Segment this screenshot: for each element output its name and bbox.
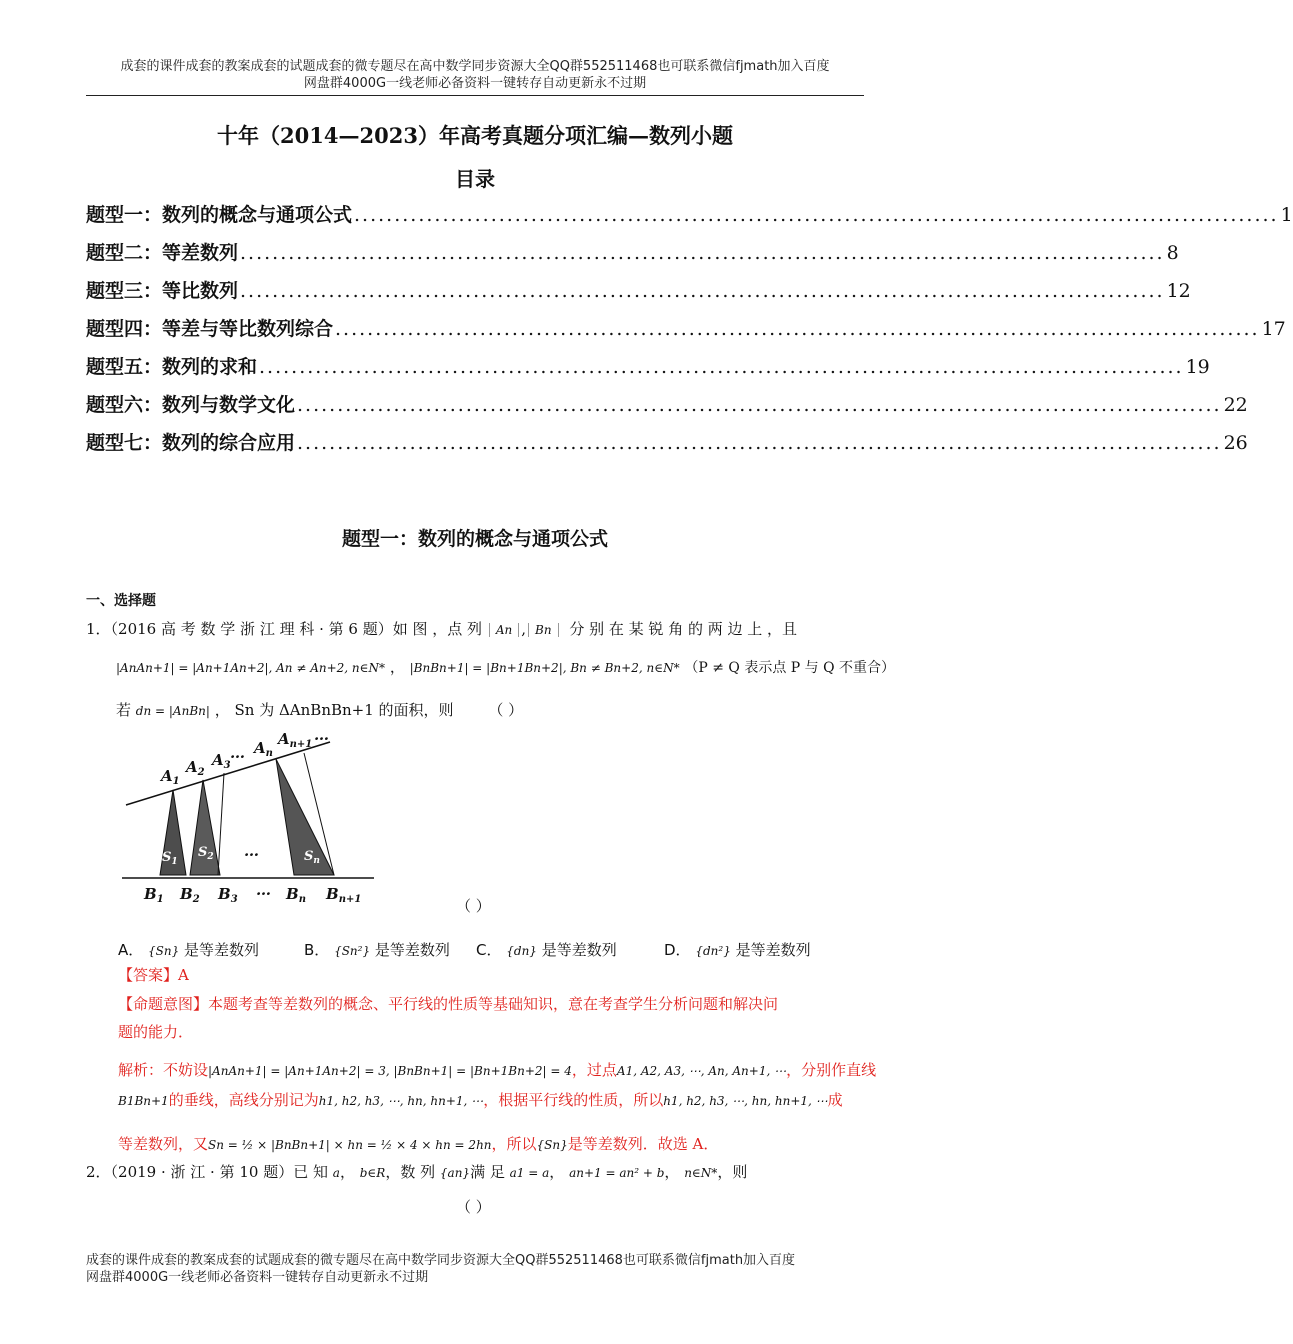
q2-math: b∈R (359, 1166, 386, 1180)
q1-figure (118, 725, 380, 905)
option-math: {dn} (506, 944, 537, 958)
solution-text: 等差数列，又 (118, 1135, 209, 1153)
seq-B-notation: Bn (528, 623, 559, 637)
label-Sn: $S_n$ (304, 849, 320, 866)
toc-page: 17 (1261, 318, 1286, 340)
answer-paren: （ ） (488, 701, 524, 719)
solution-line-1 (118, 1060, 877, 1081)
toc-title: 目录 (455, 167, 495, 191)
q1-text: ， (214, 701, 230, 719)
solution-math: A1, A2, A3, ⋯, An, An+1, ⋯ (616, 1064, 787, 1078)
label-A1: $A_1$ (161, 767, 180, 787)
toc-item[interactable] (86, 428, 1248, 458)
q2-text: 2．（2019 · 浙 江 · 第 10 题）已 知 (86, 1163, 328, 1181)
toc-leader: ................................................................................................................... (240, 280, 1165, 302)
label-dots-mid: … (244, 842, 259, 860)
toc-item[interactable] (86, 200, 1293, 230)
solution-text: ，分别作直线 (786, 1061, 877, 1079)
q1-math-1: |AnAn+1| = |An+1An+2|, An ≠ An+2, n∈N* (116, 661, 386, 675)
q1-math-2: |BnBn+1| = |Bn+1Bn+2|, Bn ≠ Bn+2, n∈N* (409, 661, 680, 675)
label-dots-top: … (230, 744, 245, 762)
q2-text: 满 足 (470, 1163, 505, 1181)
option-a[interactable] (118, 939, 259, 960)
option-b[interactable] (304, 939, 450, 960)
label-An1: $A_{n+1}$ (278, 730, 313, 750)
q2-math: n∈N* (684, 1166, 718, 1180)
label-B3: $B_3$ (218, 885, 238, 905)
upper-line (126, 742, 330, 805)
q2-text: ， (339, 1163, 355, 1181)
solution-text: 成 (827, 1091, 843, 1109)
solution-text: ，所以 (491, 1135, 537, 1153)
label-A2: $A_2$ (186, 758, 205, 778)
option-letter: A． (118, 941, 144, 959)
solution-math: h1, h2, h3, ⋯, hn, hn+1, ⋯ (318, 1094, 484, 1108)
toc-page: 12 (1166, 280, 1191, 302)
solution-math: {Sn} (536, 1138, 568, 1152)
toc-label: 题型一：数列的概念与通项公式 (86, 204, 353, 226)
q1-answer: 【答案】A (118, 966, 189, 984)
q2-math: an+1 = an² + b (569, 1166, 665, 1180)
toc-page: 8 (1166, 242, 1179, 264)
option-math: {Sn²} (334, 944, 371, 958)
option-math: {dn²} (695, 944, 731, 958)
solution-text: 是等差数列．故选 A． (567, 1135, 719, 1153)
label-An: $A_n$ (254, 739, 273, 759)
q2-text: ，数 列 (385, 1163, 436, 1181)
toc-item[interactable] (86, 238, 1179, 268)
label-S1: $S_1$ (162, 850, 178, 867)
q1-intent-line-2: 题的能力． (118, 1023, 194, 1041)
option-text: 是等差数列 (374, 941, 450, 959)
toc-leader: ................................................................................................................... (259, 356, 1184, 378)
label-B2: $B_2$ (180, 885, 200, 905)
toc-label: 题型二：等差数列 (86, 242, 239, 264)
option-c[interactable] (476, 939, 617, 960)
toc-item[interactable] (86, 276, 1191, 306)
q2-text: ， (664, 1163, 680, 1181)
q1-text: 若 (116, 701, 132, 719)
page-footer (86, 1252, 864, 1286)
solution-text: 解析：不妨设 (118, 1061, 209, 1079)
option-text: 是等差数列 (541, 941, 617, 959)
toc-label: 题型六：数列与数学文化 (86, 394, 296, 416)
label-B1: $B_1$ (144, 885, 164, 905)
toc-leader: ................................................................................................................... (335, 318, 1260, 340)
header-line-1: 成套的课件成套的教案成套的试题成套的微专题尽在高中数学同步资源大全QQ群552511468也可联系微信fjmath加入百度 (120, 59, 830, 74)
footer-line-1: 成套的课件成套的教案成套的试题成套的微专题尽在高中数学同步资源大全QQ群552511468也可联系微信fjmath加入百度 (86, 1253, 796, 1268)
q2-text: ，则 (717, 1163, 748, 1181)
solution-math: h1, h2, h3, ⋯, hn, hn+1, ⋯ (663, 1094, 828, 1108)
toc-leader: ................................................................................................................... (297, 432, 1222, 454)
label-A3: $A_3$ (212, 751, 231, 771)
solution-text: 的垂线，高线分别记为 (168, 1091, 319, 1109)
toc-leader: ................................................................................................................... (297, 394, 1222, 416)
toc-label: 题型五：数列的求和 (86, 356, 258, 378)
q2-math: {an} (439, 1166, 471, 1180)
toc-leader: ................................................................................................................... (354, 204, 1279, 226)
label-dots-bottom: … (256, 881, 271, 899)
q2-line-1 (86, 1162, 864, 1183)
page-header (60, 58, 890, 92)
toc-page: 26 (1223, 432, 1248, 454)
answer-paren: （ ） (456, 1198, 491, 1216)
solution-line-3 (118, 1134, 864, 1155)
seq-A-notation: An (489, 623, 519, 637)
label-S2: $S_2$ (198, 845, 214, 862)
solution-text: ，过点 (571, 1061, 617, 1079)
q1-text: 1．（2016 高 考 数 学 浙 江 理 科 · 第 6 题）如 图 ，点 列 (86, 620, 483, 638)
q1-math-3: dn = |AnBn| (135, 704, 210, 718)
option-text: 是等差数列 (735, 941, 811, 959)
label-Bn: $B_n$ (286, 885, 306, 905)
label-Bn1: $B_{n+1}$ (326, 885, 362, 905)
footer-line-2: 网盘群4000G一线老师必备资料一键转存自动更新永不过期 (86, 1270, 429, 1285)
toc-item[interactable] (86, 352, 1210, 382)
option-letter: C． (476, 941, 502, 959)
option-d[interactable] (664, 939, 811, 960)
section-title: 题型一：数列的概念与通项公式 (341, 528, 608, 550)
label-dots-top-2: … (314, 726, 329, 744)
toc-label: 题型三：等比数列 (86, 280, 239, 302)
option-math: {Sn} (148, 944, 180, 958)
q1-intent-line-1: 【命题意图】本题考查等差数列的概念、平行线的性质等基础知识，意在考查学生分析问题和解决问 (118, 995, 779, 1013)
solution-text: ，根据平行线的性质，所以 (483, 1091, 664, 1109)
q1-text: 分 别 在 某 锐 角 的 两 边 上 ，且 (569, 620, 798, 638)
q2-math: a (332, 1166, 340, 1180)
toc-page: 22 (1223, 394, 1248, 416)
toc-leader: ................................................................................................................... (240, 242, 1165, 264)
option-text: 是等差数列 (184, 941, 260, 959)
solution-line-2 (118, 1090, 864, 1111)
solution-math: Sn = ½ × |BnBn+1| × hn = ½ × 4 × hn = 2hn (208, 1138, 492, 1152)
toc-label: 题型四：等差与等比数列综合 (86, 318, 334, 340)
q2-math: a1 = a (509, 1166, 550, 1180)
header-line-2: 网盘群4000G一线老师必备资料一键转存自动更新永不过期 (303, 76, 647, 91)
a3-segment (218, 773, 224, 875)
solution-math: B1Bn+1 (118, 1094, 169, 1108)
toc-page: 1 (1280, 204, 1293, 226)
q1-line-1: 1．（2016 高 考 数 学 浙 江 理 科 · 第 6 题）如 图 ，点 列 An , Bn 分 别 在 某 锐 角 的 两 边 上 ，且 (86, 620, 798, 638)
option-letter: D． (664, 941, 691, 959)
q1-text: （P ≠ Q 表示点 P 与 Q 不重合） (684, 660, 896, 676)
triangle-s2 (190, 780, 220, 875)
q1-line-3 (116, 700, 523, 721)
toc-item[interactable] (86, 314, 1286, 344)
toc-item[interactable] (86, 390, 1248, 420)
q1-line-2: |AnAn+1| = |An+1An+2|, An ≠ An+2, n∈N* ， |BnBn+1| = |Bn+1Bn+2|, Bn ≠ Bn+2, n∈N* （P ≠ Q 表示点 P 与 Q 不重合） (116, 658, 896, 676)
toc-page: 19 (1185, 356, 1210, 378)
document-title: 十年（2014—2023）年高考真题分项汇编—数列小题 (217, 123, 733, 148)
solution-math: |AnAn+1| = |An+1An+2| = 3, |BnBn+1| = |Bn+1Bn+2| = 4 (208, 1064, 572, 1078)
q2-text: ， (549, 1163, 565, 1181)
answer-paren: （ ） (456, 897, 491, 915)
subsection-title: 一、选择题 (86, 593, 156, 609)
option-letter: B． (304, 941, 330, 959)
q1-text: Sn 为 ΔAnBnBn+1 的面积，则 (234, 701, 454, 719)
toc-label: 题型七：数列的综合应用 (86, 432, 296, 454)
header-rule (86, 95, 864, 96)
